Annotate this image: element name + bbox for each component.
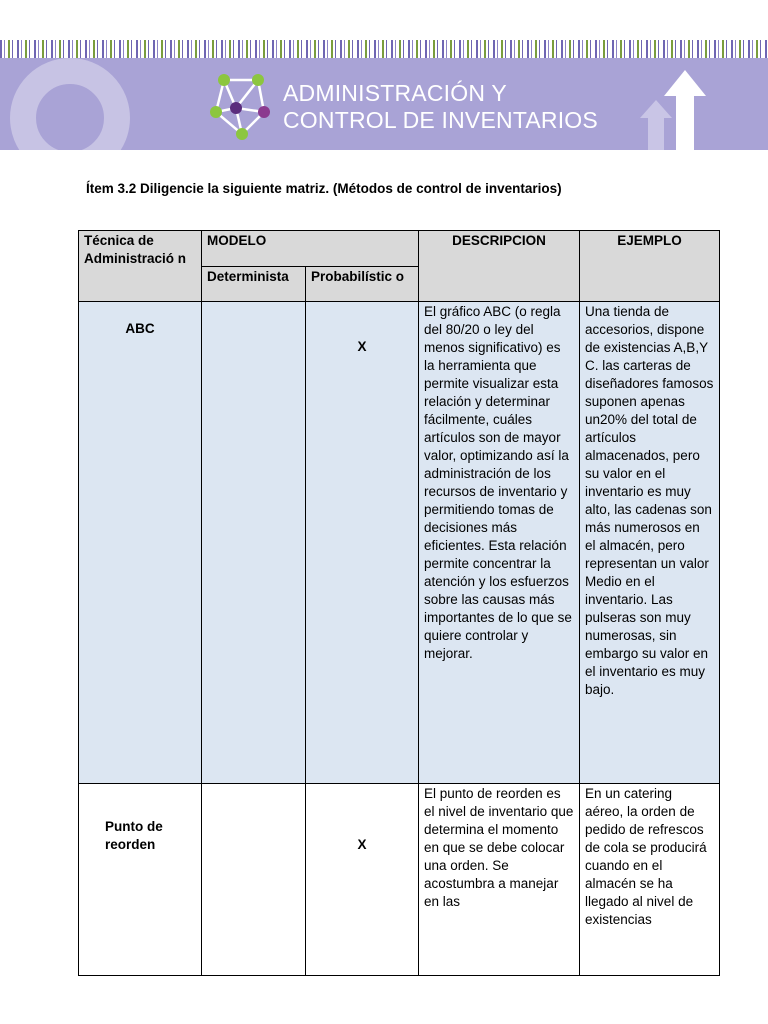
table-row [79, 302, 720, 784]
item-heading: Ítem 3.2 Diligencie la siguiente matriz. (Métodos de control de inventarios) [86, 181, 562, 196]
inventory-methods-matrix [78, 230, 720, 976]
cell-probabilistico: X [306, 302, 419, 784]
cell-descripcion: El punto de reorden es el nivel de inventario que determina el momento en que se debe colocar una orden. Se acostumbra a manejar en las [419, 784, 580, 976]
cell-ejemplo: En un catering aéreo, la orden de pedido de refrescos de cola se producirá cuando en el almacén se ha llegado al nivel de existencias [580, 784, 720, 976]
header-probabilistico: Probabilístic o [306, 266, 419, 302]
banner-title [283, 80, 598, 134]
table-row [79, 784, 720, 976]
circle-arrow-icon [10, 58, 130, 178]
decorative-stripe [0, 40, 768, 58]
network-logo-icon [208, 70, 272, 142]
cell-determinista [202, 784, 306, 976]
header-tecnica: Técnica de Administració n [79, 231, 202, 302]
cell-tecnica: Punto de reorden [79, 784, 202, 976]
cell-probabilistico: X [306, 784, 419, 976]
cell-ejemplo: Una tienda de accesorios, dispone de existencias A,B,Y C. las carteras de diseñadores famosos suponen apenas un20% del total de artículos almacenados, pero su valor en el inventario es muy alto, las cadenas son más numerosos en el almacén, pero representan un valor Medio en el inventario. Las pulseras son muy numerosas, sin embargo su valor en el inventario es muy bajo. [580, 302, 720, 784]
header-modelo: MODELO [202, 231, 419, 267]
banner-title-line2: CONTROL DE INVENTARIOS [283, 107, 598, 133]
cell-tecnica: ABC [79, 302, 202, 784]
cell-descripcion: El gráfico ABC (o regla del 80/20 o ley del menos significativo) es la herramienta que permite visualizar esta relación y determinar fácilmente, cuáles artículos son de mayor valor, optimizando así la administración de los recursos de inventario y permitiendo tomas de decisiones más eficientes. Esta relación permite concentrar la atención y los esfuerzos sobre las causas más importantes de lo que se quiere controlar y mejorar. [419, 302, 580, 784]
header-descripcion: DESCRIPCION [419, 231, 580, 302]
up-arrows-icon [630, 62, 710, 150]
header-row [79, 231, 720, 267]
header-ejemplo: EJEMPLO [580, 231, 720, 302]
header-determinista: Determinista [202, 266, 306, 302]
banner-title-line1: ADMINISTRACIÓN Y [283, 80, 507, 106]
cell-determinista [202, 302, 306, 784]
